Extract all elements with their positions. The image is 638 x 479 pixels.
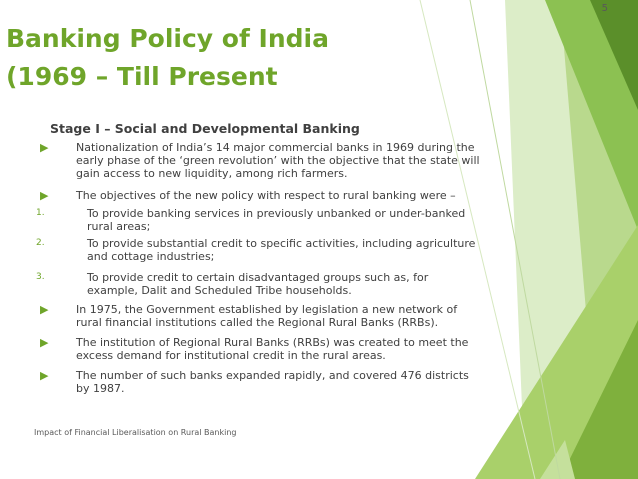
- arrow-bullet-icon: ▶: [40, 336, 49, 349]
- list-item-text: To provide substantial credit to specific activities, including agriculture and cottage industries;: [87, 237, 476, 263]
- stage-heading: Stage I – Social and Developmental Banking: [50, 121, 360, 136]
- list-number: 1.: [36, 208, 45, 218]
- list-item-text: The institution of Regional Rural Banks (RRBs) was created to meet the excess demand for institutional credit in the rural areas.: [76, 336, 469, 362]
- list-item-text: To provide credit to certain disadvantaged groups such as, for example, Dalit and Scheduled Tribe households.: [87, 271, 429, 297]
- list-item-text: In 1975, the Government established by legislation a new network of rural financial institutions called the Regional Rural Banks (RRBs).: [76, 303, 458, 329]
- list-number: 2.: [36, 238, 45, 248]
- list-item-text: The objectives of the new policy with respect to rural banking were –: [76, 189, 456, 202]
- slide-title-line2: (1969 – Till Present: [6, 62, 278, 91]
- arrow-bullet-icon: ▶: [40, 303, 49, 316]
- list-item-text: Nationalization of India’s 14 major commercial banks in 1969 during the early phase of the ‘green revolution’ with the objective that the state will gain access to new liquidity, among rich farmers.: [76, 141, 480, 180]
- arrow-bullet-icon: ▶: [40, 189, 49, 202]
- arrow-bullet-icon: ▶: [40, 141, 49, 154]
- list-item-text: To provide banking services in previously unbanked or under-banked rural areas;: [87, 207, 466, 233]
- page-number: 5: [601, 3, 608, 14]
- slide-footer: Impact of Financial Liberalisation on Rural Banking: [34, 428, 237, 437]
- slide-title-line1: Banking Policy of India: [6, 24, 329, 53]
- list-item-text: The number of such banks expanded rapidly, and covered 476 districts by 1987.: [76, 369, 469, 395]
- list-number: 3.: [36, 272, 45, 282]
- arrow-bullet-icon: ▶: [40, 369, 49, 382]
